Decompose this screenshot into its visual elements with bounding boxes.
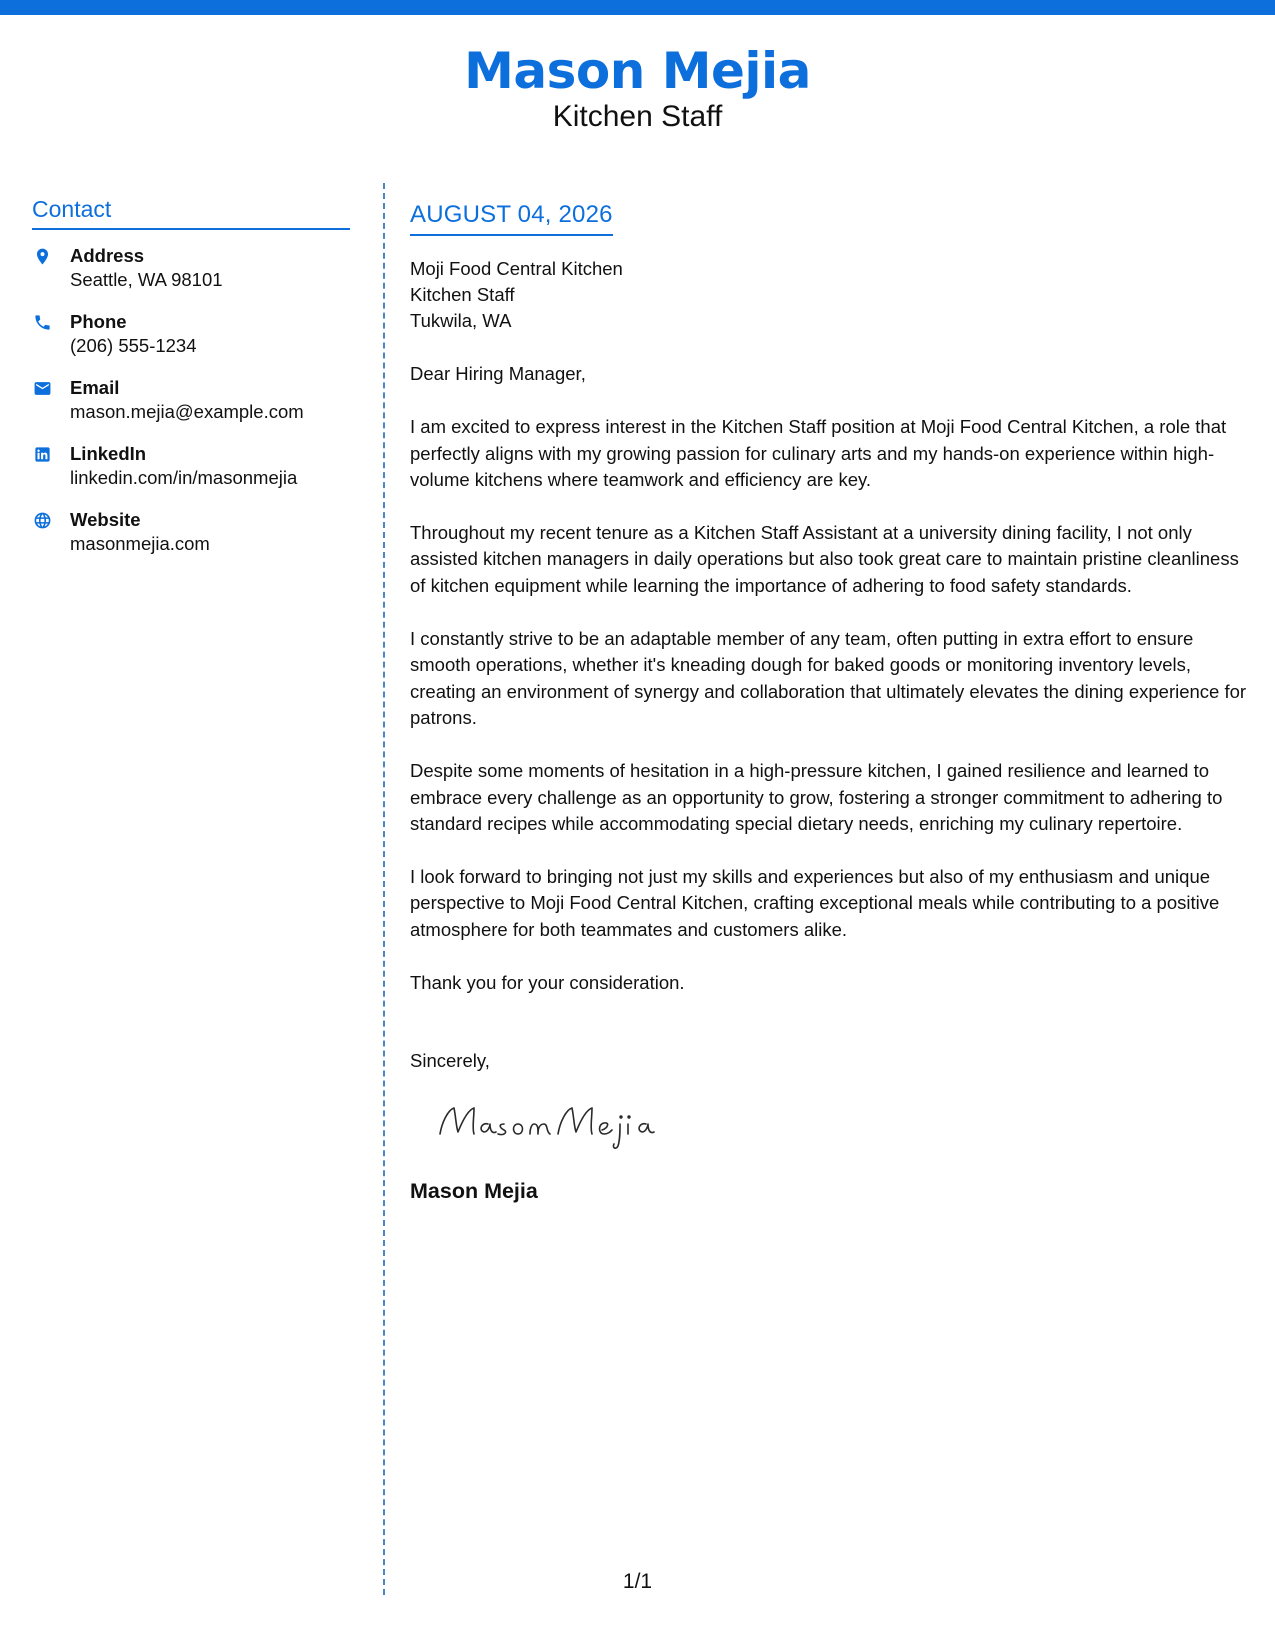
- top-accent-bar: [0, 0, 1275, 15]
- applicant-name: Mason Mejia: [464, 42, 811, 100]
- letter-content: [410, 361, 1250, 996]
- recipient-block: [410, 256, 1250, 334]
- paragraph: Thank you for your consideration.: [410, 972, 685, 994]
- phone-value: (206) 555-1234: [70, 335, 197, 356]
- recipient-location: Tukwila, WA: [410, 310, 512, 331]
- handwritten-signature: [432, 1092, 662, 1152]
- phone-icon: [32, 312, 52, 332]
- contact-list: [32, 245, 350, 556]
- applicant-title: Kitchen Staff: [552, 100, 723, 133]
- contact-sidebar: [32, 195, 350, 575]
- linkedin-icon: [32, 444, 52, 464]
- contact-section-title: Contact: [32, 195, 350, 230]
- contact-item-email: [32, 377, 350, 424]
- globe-icon: [32, 510, 52, 530]
- paragraph: Throughout my recent tenure as a Kitchen Staff Assistant at a university dining facility, I not only assisted kitchen managers in daily operations but also took great care to maintain pristine cleanliness of kitchen equipment while learning the importance of adhering to food safety standards.: [410, 522, 1239, 596]
- column-divider: [383, 183, 385, 1595]
- signer-name: Mason Mejia: [410, 1179, 538, 1204]
- linkedin-value[interactable]: linkedin.com/in/masonmejia: [70, 467, 298, 488]
- paragraph: I look forward to bringing not just my skills and experiences but also of my enthusiasm and unique perspective to Moji Food Central Kitchen, crafting exceptional meals while contributing to a positive atmosphere for both teammates and customers alike.: [410, 866, 1220, 940]
- contact-label: Website: [70, 509, 141, 530]
- salutation: Dear Hiring Manager,: [410, 363, 586, 384]
- contact-item-linkedin: [32, 443, 350, 490]
- contact-item-address: [32, 245, 350, 292]
- email-value[interactable]: mason.mejia@example.com: [70, 401, 304, 422]
- envelope-icon: [32, 378, 52, 398]
- website-value[interactable]: masonmejia.com: [70, 533, 210, 554]
- paragraph: Despite some moments of hesitation in a high-pressure kitchen, I gained resilience and learned to embrace every challenge as an opportunity to grow, fostering a stronger commitment to adhering to standard recipes while accommodating special dietary needs, enriching my culinary repertoire.: [410, 760, 1223, 834]
- recipient-position: Kitchen Staff: [410, 284, 515, 305]
- contact-label: Phone: [70, 311, 127, 332]
- paragraph: I constantly strive to be an adaptable member of any team, often putting in extra effort to ensure smooth operations, whether it's kneading dough for baked goods or monitoring inventory levels, creating an environment of synergy and collaboration that ultimately elevates the dining experience for patrons.: [410, 628, 1247, 728]
- address-value: Seattle, WA 98101: [70, 269, 223, 290]
- letter-date: AUGUST 04, 2026: [410, 200, 613, 236]
- contact-item-website: [32, 509, 350, 556]
- closing: Sincerely,: [410, 1050, 490, 1072]
- letter-body: [410, 200, 1250, 1204]
- page-number: 1/1: [622, 1570, 653, 1593]
- contact-item-phone: [32, 311, 350, 358]
- location-pin-icon: [32, 246, 52, 266]
- page-header: [0, 42, 1275, 134]
- contact-label: Email: [70, 377, 120, 398]
- paragraph: I am excited to express interest in the Kitchen Staff position at Moji Food Central Kitchen, a role that perfectly aligns with my growing passion for culinary arts and my hands-on experience within high-volume kitchens where teamwork and efficiency are key.: [410, 416, 1227, 490]
- contact-label: LinkedIn: [70, 443, 147, 464]
- contact-label: Address: [70, 245, 145, 266]
- recipient-company: Moji Food Central Kitchen: [410, 258, 623, 279]
